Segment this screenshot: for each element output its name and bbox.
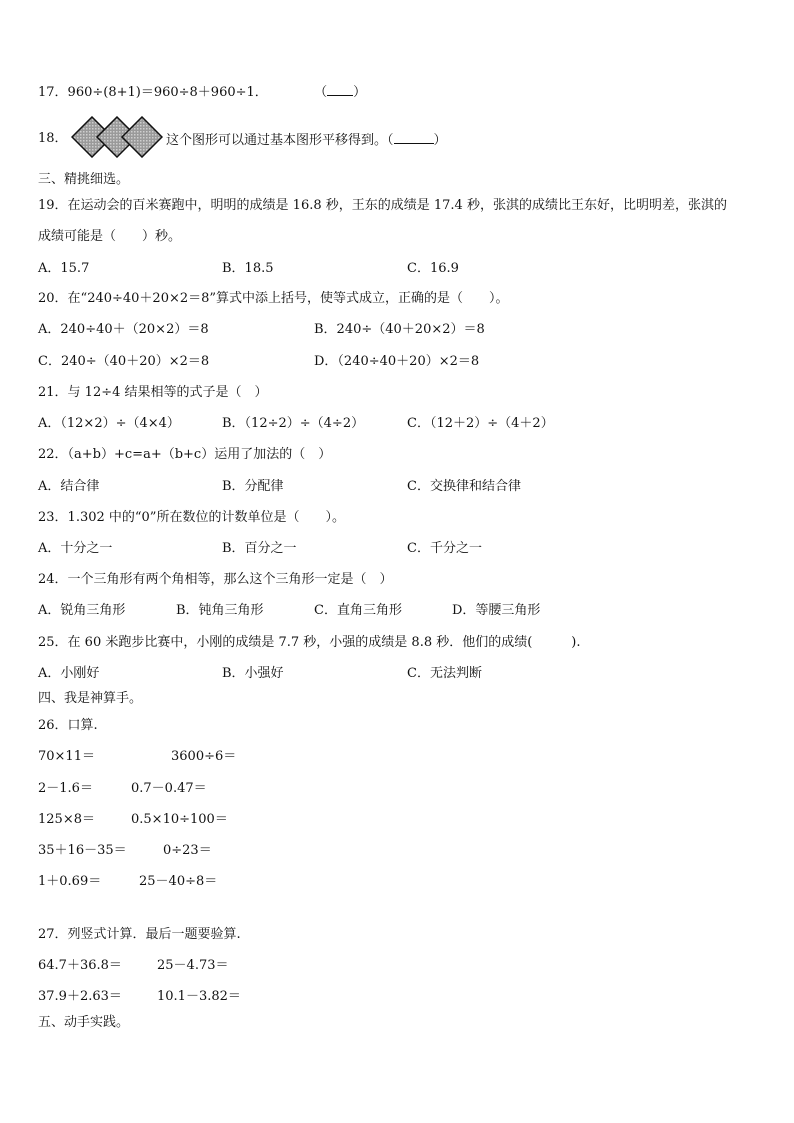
calc-item: 2－1.6＝	[38, 781, 93, 796]
question-text: 这个图形可以通过基本图形平移得到。（	[166, 133, 394, 148]
calc-item: 125×8＝	[38, 812, 95, 827]
section-heading-3: 三、精挑细选。	[38, 172, 130, 187]
calc-item: 1＋0.69＝	[38, 874, 102, 889]
option-c[interactable]: C．交换律和结合律	[407, 479, 521, 494]
question-27: 27．列竖式计算．最后一题要验算.	[38, 927, 241, 942]
option-a[interactable]: A．240÷40＋（20×2）＝8	[38, 322, 209, 337]
section-heading-4: 四、我是神算手。	[38, 691, 143, 706]
answer-bracket[interactable]: （ ）	[314, 85, 367, 100]
question-19-line1: 19．在运动会的百米赛跑中，明明的成绩是 16.8 秒，王东的成绩是 17.4 秒，张淇的成绩比王东好，比明明差，张淇的	[38, 198, 727, 213]
option-b[interactable]: B．小强好	[222, 666, 284, 681]
option-b[interactable]: B．18.5	[222, 261, 274, 276]
question-17	[38, 83, 366, 101]
calc-item: 25－40÷8＝	[139, 874, 218, 889]
option-c[interactable]: C．千分之一	[407, 541, 482, 556]
option-c[interactable]: C．16.9	[407, 261, 459, 276]
calc-item: 10.1－3.82＝	[157, 989, 241, 1004]
option-d[interactable]: D．等腰三角形	[452, 603, 541, 618]
question-21: 21．与 12÷4 结果相等的式子是（ ）	[38, 385, 268, 400]
question-25: 25．在 60 米跑步比赛中，小刚的成绩是 7.7 秒，小强的成绩是 8.8 秒．他们的成绩( ).	[38, 635, 581, 650]
option-b[interactable]: B．钝角三角形	[176, 603, 264, 618]
option-a[interactable]: A．（12×2）÷（4×4）	[38, 416, 180, 431]
option-a[interactable]: A．结合律	[38, 479, 100, 494]
question-number: 17．	[38, 85, 68, 100]
question-23: 23．1.302 中的“0”所在数位的计数单位是（ ）。	[38, 510, 345, 525]
option-a[interactable]: A．锐角三角形	[38, 603, 126, 618]
answer-blank[interactable]	[394, 131, 434, 144]
question-26: 26．口算.	[38, 718, 98, 733]
option-b[interactable]: B．240÷（40＋20×2）＝8	[314, 322, 485, 337]
question-18: 这个图形可以通过基本图形平移得到。（ ）	[166, 133, 447, 148]
option-a[interactable]: A．十分之一	[38, 541, 113, 556]
calc-item: 37.9＋2.63＝	[38, 989, 122, 1004]
calc-item: 64.7＋36.8＝	[38, 958, 122, 973]
calc-item: 0÷23＝	[163, 843, 212, 858]
option-c[interactable]: C．直角三角形	[314, 603, 402, 618]
calc-item: 70×11＝	[38, 749, 95, 764]
option-a[interactable]: A．15.7	[38, 261, 90, 276]
option-b[interactable]: B．（12÷2）÷（4÷2）	[222, 416, 365, 431]
calc-item: 0.5×10÷100＝	[131, 812, 228, 827]
question-19-line2: 成绩可能是（ ）秒。	[38, 229, 182, 244]
calc-item: 3600÷6＝	[171, 749, 237, 764]
question-20: 20．在“240÷40＋20×2＝8”算式中添上括号，使等式成立，正确的是（ ）。	[38, 291, 509, 306]
option-c[interactable]: C．无法判断	[407, 666, 482, 681]
option-b[interactable]: B．百分之一	[222, 541, 297, 556]
option-c[interactable]: C．240÷（40＋20）×2＝8	[38, 354, 210, 369]
question-18-number: 18．	[38, 131, 68, 146]
option-c[interactable]: C．（12＋2）÷（4＋2）	[407, 416, 554, 431]
question-24: 24．一个三角形有两个角相等，那么这个三角形一定是（ ）	[38, 572, 393, 587]
section-heading-5: 五、动手实践。	[38, 1015, 130, 1030]
question-22: 22．（a+b）+c=a+（b+c）运用了加法的（ ）	[38, 447, 332, 462]
option-b[interactable]: B．分配律	[222, 479, 284, 494]
option-a[interactable]: A．小刚好	[38, 666, 100, 681]
diamond-pattern-icon	[71, 116, 163, 158]
option-d[interactable]: D．（240÷40＋20）×2＝8	[314, 354, 480, 369]
calc-item: 35＋16－35＝	[38, 843, 127, 858]
question-text: 960÷(8+1)＝960÷8＋960÷1．	[67, 85, 268, 100]
calc-item: 25－4.73＝	[157, 958, 229, 973]
calc-item: 0.7－0.47＝	[131, 781, 207, 796]
